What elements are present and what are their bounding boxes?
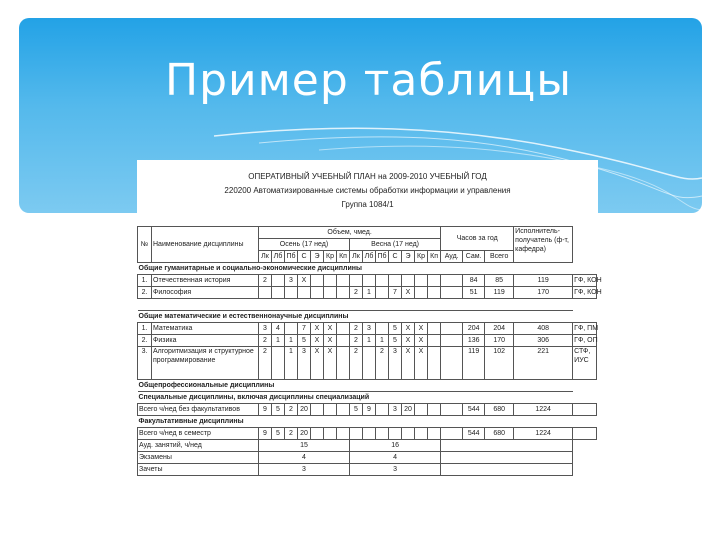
subheader-spring: Пб bbox=[376, 251, 389, 263]
self-hours: 204 bbox=[485, 323, 514, 335]
hours-cell bbox=[441, 275, 463, 287]
table-row bbox=[138, 287, 597, 299]
hours-cell: 2 bbox=[350, 335, 363, 347]
hours-cell bbox=[415, 428, 428, 440]
hours-cell: 7 bbox=[298, 323, 311, 335]
hours-cell bbox=[324, 404, 337, 416]
hours-cell: 20 bbox=[298, 428, 311, 440]
spacer-row bbox=[138, 299, 597, 311]
doc-heading-3: Группа 1084/1 bbox=[341, 200, 394, 209]
total-hours: 170 bbox=[514, 287, 573, 299]
subheader-autumn: Кп bbox=[337, 251, 350, 263]
self-hours: 680 bbox=[485, 404, 514, 416]
executor: ГФ, ПМ bbox=[573, 323, 597, 335]
hours-cell: 1 bbox=[285, 347, 298, 380]
hours-cell bbox=[337, 323, 350, 335]
hours-cell: 2 bbox=[350, 347, 363, 380]
summary-row bbox=[138, 452, 597, 464]
hours-cell: 2 bbox=[259, 275, 272, 287]
hours-cell bbox=[402, 275, 415, 287]
row-number: 2. bbox=[138, 287, 152, 299]
hours-cell: X bbox=[402, 335, 415, 347]
hours-cell bbox=[337, 335, 350, 347]
row-number: 2. bbox=[138, 335, 152, 347]
subheader-spring: Кп bbox=[428, 251, 441, 263]
subheader-autumn: Лб bbox=[272, 251, 285, 263]
summary-row bbox=[138, 464, 597, 476]
hours-cell bbox=[350, 428, 363, 440]
hours-cell: 2 bbox=[259, 347, 272, 380]
summary-blank bbox=[441, 464, 573, 476]
executor: ГФ, КОН bbox=[573, 275, 597, 287]
aud-hours: 204 bbox=[463, 323, 485, 335]
hours-cell bbox=[441, 287, 463, 299]
total-row bbox=[138, 404, 597, 416]
hours-cell bbox=[324, 275, 337, 287]
hours-cell: X bbox=[324, 323, 337, 335]
summary-label: Зачеты bbox=[138, 464, 259, 476]
hours-cell bbox=[389, 275, 402, 287]
hours-cell: X bbox=[402, 347, 415, 380]
hours-cell: 5 bbox=[272, 404, 285, 416]
hours-cell: 1 bbox=[363, 287, 376, 299]
hours-cell: X bbox=[402, 323, 415, 335]
hours-cell: 5 bbox=[389, 323, 402, 335]
summary-blank bbox=[441, 452, 573, 464]
section-label: Общепрофессиональные дисциплины bbox=[138, 380, 573, 392]
section-label: Факультативные дисциплины bbox=[138, 416, 573, 428]
hours-cell: X bbox=[311, 323, 324, 335]
subheader-spring: Лб bbox=[363, 251, 376, 263]
hours-cell bbox=[441, 428, 463, 440]
hours-cell: 1 bbox=[285, 335, 298, 347]
subheader-spring: Э bbox=[402, 251, 415, 263]
hours-cell: 2 bbox=[285, 404, 298, 416]
hours-cell bbox=[441, 323, 463, 335]
hours-cell: X bbox=[311, 335, 324, 347]
hours-cell bbox=[376, 275, 389, 287]
col-hours: Часов за год bbox=[441, 227, 514, 251]
executor: ГФ, ОП bbox=[573, 335, 597, 347]
summary-autumn: 15 bbox=[259, 440, 350, 452]
hours-cell bbox=[389, 428, 402, 440]
hours-cell: 5 bbox=[298, 335, 311, 347]
hours-cell bbox=[285, 323, 298, 335]
row-number: 1. bbox=[138, 323, 152, 335]
hours-cell bbox=[324, 287, 337, 299]
hours-cell: 3 bbox=[389, 347, 402, 380]
hours-cell: 1 bbox=[272, 335, 285, 347]
hours-cell bbox=[337, 404, 350, 416]
hours-cell: 3 bbox=[363, 323, 376, 335]
col-executor: Исполнитель-получатель (ф-т, кафедра) bbox=[514, 227, 573, 263]
hours-cell: 20 bbox=[402, 404, 415, 416]
total-hours: 221 bbox=[514, 347, 573, 380]
hours-cell: 3 bbox=[298, 347, 311, 380]
aud-hours: 84 bbox=[463, 275, 485, 287]
self-hours: 102 bbox=[485, 347, 514, 380]
hours-cell: X bbox=[415, 347, 428, 380]
hours-cell: X bbox=[298, 275, 311, 287]
section-label: Общие гуманитарные и социально-экономические дисциплины bbox=[138, 263, 573, 275]
hours-cell: 20 bbox=[298, 404, 311, 416]
subheader-autumn: Э bbox=[311, 251, 324, 263]
hours-cell bbox=[363, 428, 376, 440]
hours-cell bbox=[376, 323, 389, 335]
total-hours: 1224 bbox=[514, 428, 573, 440]
summary-label: Экзамены bbox=[138, 452, 259, 464]
section-row bbox=[138, 416, 597, 428]
row-number: 3. bbox=[138, 347, 152, 380]
discipline-name: Математика bbox=[152, 323, 259, 335]
spacer-cell bbox=[138, 299, 573, 311]
hours-cell bbox=[376, 287, 389, 299]
total-row bbox=[138, 428, 597, 440]
hours-cell: X bbox=[324, 347, 337, 380]
executor: ГФ, КОН bbox=[573, 287, 597, 299]
hours-cell: 5 bbox=[272, 428, 285, 440]
col-volume: Объем, чмед. bbox=[259, 227, 441, 239]
hours-cell bbox=[363, 347, 376, 380]
slide-title: Пример таблицы bbox=[165, 55, 572, 106]
hours-cell: 2 bbox=[350, 287, 363, 299]
hours-cell bbox=[415, 404, 428, 416]
section-row bbox=[138, 380, 597, 392]
hours-cell: 4 bbox=[272, 323, 285, 335]
discipline-name: Алгоритмизация и структурное программирование bbox=[152, 347, 259, 380]
hours-cell bbox=[428, 347, 441, 380]
executor: СТФ, ИУС bbox=[573, 347, 597, 380]
aud-hours: 544 bbox=[463, 428, 485, 440]
col-num: № bbox=[138, 227, 152, 263]
hours-cell: 3 bbox=[259, 323, 272, 335]
hours-cell bbox=[428, 428, 441, 440]
discipline-name: Отечественная история bbox=[152, 275, 259, 287]
hours-cell: 9 bbox=[259, 428, 272, 440]
summary-autumn: 3 bbox=[259, 464, 350, 476]
total-hours: 408 bbox=[514, 323, 573, 335]
hours-cell: 3 bbox=[285, 275, 298, 287]
hours-cell: 2 bbox=[285, 428, 298, 440]
self-hours: 170 bbox=[485, 335, 514, 347]
hours-cell bbox=[376, 428, 389, 440]
hours-cell bbox=[402, 428, 415, 440]
row-number: 1. bbox=[138, 275, 152, 287]
subheader-spring: Лк bbox=[350, 251, 363, 263]
subheader-spring: Кр bbox=[415, 251, 428, 263]
section-label: Специальные дисциплины, включая дисциплины специализаций bbox=[138, 392, 573, 404]
section-row bbox=[138, 263, 597, 275]
summary-spring: 16 bbox=[350, 440, 441, 452]
table-row bbox=[138, 347, 597, 380]
table-body bbox=[138, 263, 602, 476]
hours-cell bbox=[415, 287, 428, 299]
total-hours: 119 bbox=[514, 275, 573, 287]
hours-cell bbox=[428, 404, 441, 416]
hours-cell bbox=[272, 287, 285, 299]
col-name: Наименование дисциплины bbox=[152, 227, 259, 263]
self-hours: 680 bbox=[485, 428, 514, 440]
hours-cell bbox=[415, 275, 428, 287]
hours-cell: 2 bbox=[259, 335, 272, 347]
col-autumn: Осень (17 нед) bbox=[259, 239, 350, 251]
aud-hours: 136 bbox=[463, 335, 485, 347]
subheader-hours: Всего bbox=[485, 251, 514, 263]
hours-cell: 9 bbox=[363, 404, 376, 416]
hours-cell: 1 bbox=[363, 335, 376, 347]
subheader-autumn: Лк bbox=[259, 251, 272, 263]
aud-hours: 119 bbox=[463, 347, 485, 380]
section-row bbox=[138, 392, 597, 404]
summary-spring: 4 bbox=[350, 452, 441, 464]
discipline-name: Физика bbox=[152, 335, 259, 347]
hours-cell: 2 bbox=[350, 323, 363, 335]
hours-cell bbox=[337, 287, 350, 299]
hours-cell: X bbox=[415, 323, 428, 335]
curriculum-table bbox=[137, 226, 602, 476]
hours-cell bbox=[272, 347, 285, 380]
hours-cell: X bbox=[402, 287, 415, 299]
hours-cell bbox=[428, 323, 441, 335]
col-spring: Весна (17 нед) bbox=[350, 239, 441, 251]
hours-cell bbox=[337, 347, 350, 380]
hours-cell bbox=[311, 275, 324, 287]
summary-spring: 3 bbox=[350, 464, 441, 476]
executor bbox=[573, 428, 597, 440]
hours-cell bbox=[376, 404, 389, 416]
hours-cell bbox=[324, 428, 337, 440]
summary-label: Ауд. занятий, ч/нед bbox=[138, 440, 259, 452]
executor bbox=[573, 404, 597, 416]
table-row bbox=[138, 323, 597, 335]
hours-cell bbox=[337, 428, 350, 440]
subheader-hours: Сам. bbox=[463, 251, 485, 263]
table-row bbox=[138, 275, 597, 287]
hours-cell bbox=[441, 335, 463, 347]
hours-cell: X bbox=[324, 335, 337, 347]
hours-cell: 9 bbox=[259, 404, 272, 416]
aud-hours: 544 bbox=[463, 404, 485, 416]
hours-cell bbox=[298, 287, 311, 299]
subheader-autumn: С bbox=[298, 251, 311, 263]
hours-cell: 7 bbox=[389, 287, 402, 299]
hours-cell bbox=[363, 275, 376, 287]
discipline-name: Философия bbox=[152, 287, 259, 299]
hours-cell: 1 bbox=[376, 335, 389, 347]
hours-cell bbox=[350, 275, 363, 287]
subheader-hours: Ауд. bbox=[441, 251, 463, 263]
total-hours: 1224 bbox=[514, 404, 573, 416]
hours-cell bbox=[285, 287, 298, 299]
hours-cell: 5 bbox=[389, 335, 402, 347]
section-row bbox=[138, 311, 597, 323]
hours-cell: X bbox=[415, 335, 428, 347]
hours-cell bbox=[441, 404, 463, 416]
hours-cell bbox=[272, 275, 285, 287]
hours-cell: 3 bbox=[389, 404, 402, 416]
hours-cell bbox=[311, 287, 324, 299]
total-hours: 306 bbox=[514, 335, 573, 347]
hours-cell bbox=[441, 347, 463, 380]
hours-cell bbox=[337, 275, 350, 287]
hours-cell bbox=[311, 404, 324, 416]
self-hours: 85 bbox=[485, 275, 514, 287]
subheader-autumn: Пб bbox=[285, 251, 298, 263]
doc-heading-2: 220200 Автоматизированные системы обработки информации и управления bbox=[224, 186, 511, 195]
section-label: Общие математические и естественнонаучные дисциплины bbox=[138, 311, 573, 323]
hours-cell bbox=[428, 275, 441, 287]
subheader-autumn: Кр bbox=[324, 251, 337, 263]
total-label: Всего ч/нед без факультативов bbox=[138, 404, 259, 416]
hours-cell: 5 bbox=[350, 404, 363, 416]
table-row bbox=[138, 335, 597, 347]
self-hours: 119 bbox=[485, 287, 514, 299]
hours-cell bbox=[259, 287, 272, 299]
aud-hours: 51 bbox=[463, 287, 485, 299]
hours-cell: 2 bbox=[376, 347, 389, 380]
scanned-document bbox=[137, 160, 602, 502]
hours-cell bbox=[311, 428, 324, 440]
subheader-spring: С bbox=[389, 251, 402, 263]
summary-row bbox=[138, 440, 597, 452]
summary-blank bbox=[441, 440, 573, 452]
doc-heading-1: ОПЕРАТИВНЫЙ УЧЕБНЫЙ ПЛАН на 2009-2010 УЧЕБНЫЙ ГОД bbox=[248, 172, 487, 181]
hours-cell bbox=[428, 335, 441, 347]
total-label: Всего ч/нед в семестр bbox=[138, 428, 259, 440]
hours-cell: X bbox=[311, 347, 324, 380]
summary-autumn: 4 bbox=[259, 452, 350, 464]
hours-cell bbox=[428, 287, 441, 299]
